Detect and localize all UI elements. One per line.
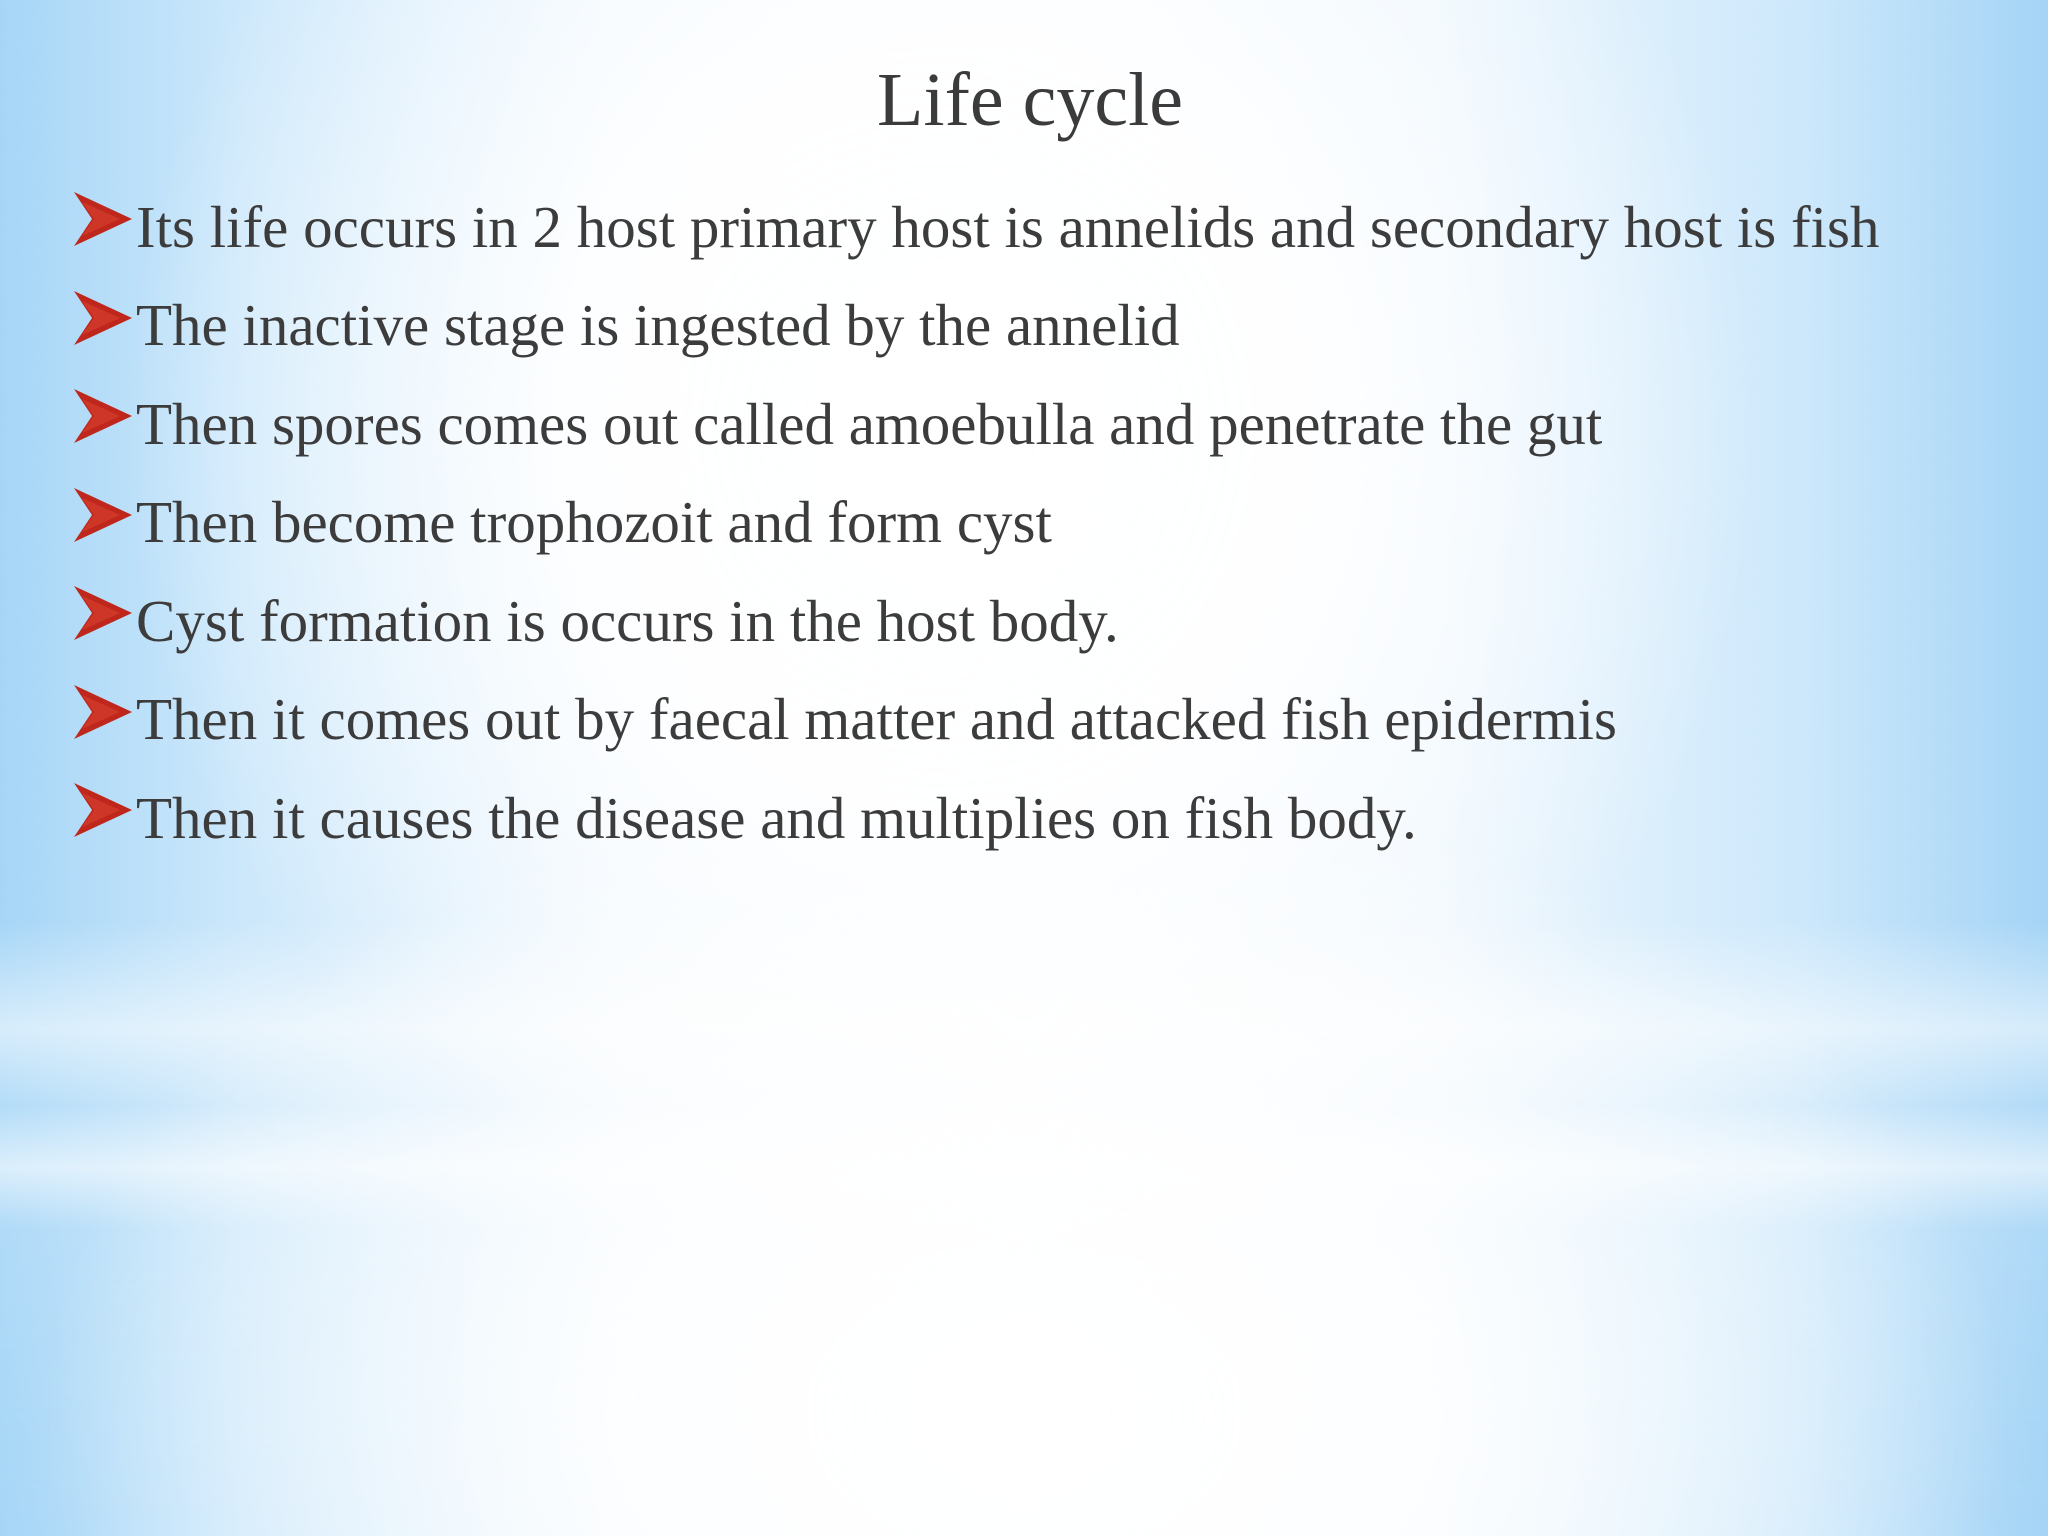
arrowhead-bullet-icon [72,779,134,841]
arrowhead-bullet-icon [72,484,134,546]
bullet-text: Then become trophozoit and form cyst [136,489,1052,556]
arrowhead-bullet-icon [72,188,134,250]
list-item [72,474,2028,573]
bullet-list [72,178,2028,868]
list-item [72,375,2028,474]
list-item [72,572,2028,671]
slide-title: Life cycle [877,58,1183,142]
bullet-text: Then it causes the disease and multiplies on fish body. [136,784,1417,851]
bullet-text: Its life occurs in 2 host primary host is annelids and secondary host is fish [136,193,1880,260]
list-item [72,277,2028,376]
arrowhead-bullet-icon [72,582,134,644]
arrowhead-bullet-icon [72,385,134,447]
arrowhead-bullet-icon [72,287,134,349]
bullet-text: Then it comes out by faecal matter and attacked fish epidermis [136,686,1617,753]
list-item [72,671,2028,770]
bullet-text: Cyst formation is occurs in the host body. [136,587,1119,654]
bullet-text: The inactive stage is ingested by the annelid [136,292,1180,359]
list-item [72,178,2028,277]
bullet-text: Then spores comes out called amoebulla and penetrate the gut [136,390,1603,457]
arrowhead-bullet-icon [72,681,134,743]
list-item [72,769,2028,868]
